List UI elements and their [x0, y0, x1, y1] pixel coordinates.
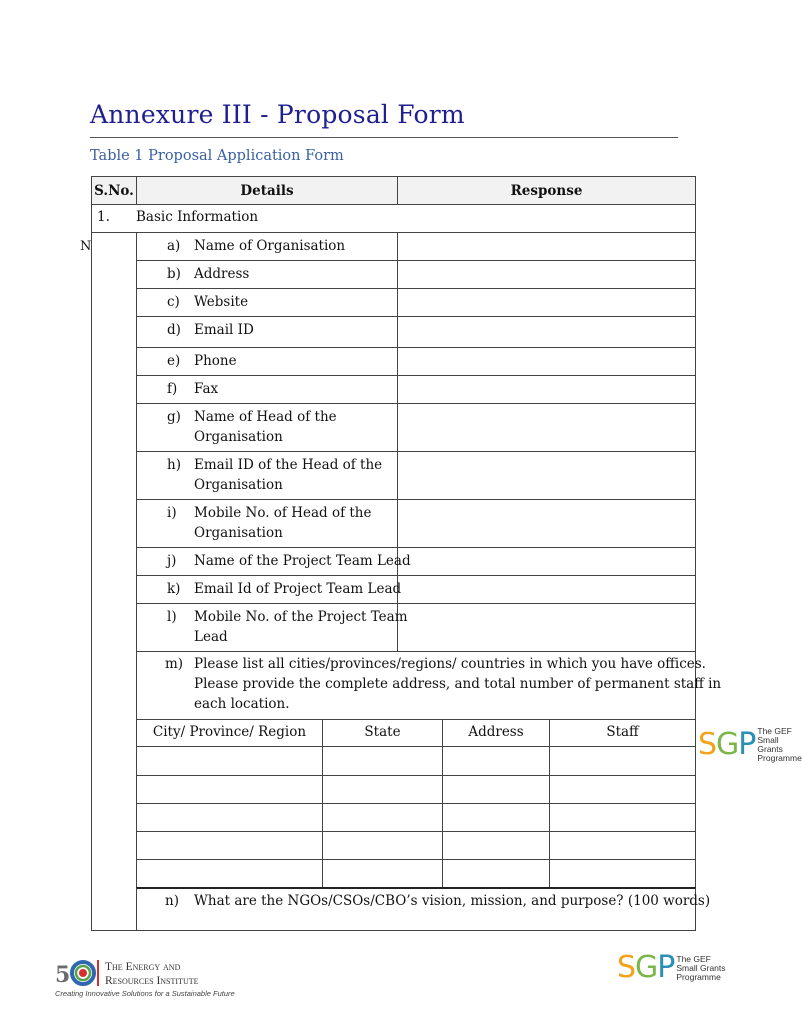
item-letter: g) [167, 409, 181, 425]
response-cell [397, 375, 696, 404]
item-label: Email Id of Project Team Lead [194, 581, 402, 597]
offices-empty-cell [442, 803, 550, 832]
response-cell [397, 232, 696, 261]
item-letter: e) [167, 353, 181, 369]
offices-empty-cell [136, 746, 323, 776]
header-details: Details [136, 176, 398, 205]
offices-empty-cell [322, 775, 443, 804]
response-cell [397, 547, 696, 576]
item-label: Email ID of the Head of the [194, 457, 383, 473]
teri-name-line2: Resources Institute [105, 975, 199, 987]
sgp-line1: The GEF [757, 726, 792, 736]
response-cell [397, 499, 696, 548]
response-cell [397, 575, 696, 604]
offices-empty-cell [322, 803, 443, 832]
offices-empty-cell [549, 746, 696, 776]
offices-header-label: Address [468, 724, 524, 740]
item-letter: h) [167, 457, 181, 473]
section-number: 1. [97, 209, 110, 225]
item-n-text: What are the NGOs/CSOs/CBO’s vision, mission, and purpose? (100 words) [194, 893, 711, 909]
offices-empty-cell [442, 775, 550, 804]
offices-empty-cell [136, 859, 323, 888]
item-letter: b) [167, 266, 181, 282]
offices-empty-cell [442, 746, 550, 776]
item-label: Organisation [194, 525, 283, 541]
item-label: Organisation [194, 429, 283, 445]
response-cell [397, 347, 696, 376]
offices-empty-cell [549, 831, 696, 860]
item-label: Name of Head of the [194, 409, 337, 425]
item-n-letter: n) [165, 893, 179, 909]
offices-header-label: Staff [606, 724, 639, 740]
offices-empty-cell [322, 859, 443, 888]
offices-empty-cell [549, 803, 696, 832]
sgp-letter-g: G [635, 950, 658, 985]
offices-empty-cell [136, 775, 323, 804]
sgp-logo-footer [617, 950, 726, 985]
sgp-line1: The GEF [676, 953, 711, 964]
item-m-line: Please list all cities/provinces/regions/ countries in which you have offices. [194, 656, 706, 672]
teri-50-emblem-icon [55, 958, 103, 988]
sgp-line3: Programme [757, 753, 802, 763]
response-cell [397, 603, 696, 652]
item-label: Website [194, 294, 249, 310]
teri-tagline: Creating Innovative Solutions for a Sustainable Future [55, 989, 235, 998]
offices-empty-cell [136, 831, 323, 860]
sgp-line3: Programme [676, 971, 721, 982]
sgp-line2: Small Grants [757, 735, 783, 754]
offices-empty-cell [442, 859, 550, 888]
sgp-letter-p: P [738, 727, 756, 762]
offices-empty-cell [442, 831, 550, 860]
item-letter: c) [167, 294, 180, 310]
item-letter: i) [167, 505, 177, 521]
response-cell [397, 316, 696, 348]
item-label: Email ID [194, 322, 254, 338]
section-title: Basic Information [136, 209, 259, 225]
item-m-line: Please provide the complete address, and total number of permanent staff in [194, 676, 722, 692]
item-label: Phone [194, 353, 237, 369]
header-response: Response [397, 176, 696, 205]
item-label: Mobile No. of Head of the [194, 505, 372, 521]
sgp-letter-g: G [716, 727, 739, 762]
stray-mark: N [80, 239, 92, 254]
sgp-letter-p: P [657, 950, 675, 985]
document-title: Annexure III - Proposal Form [90, 100, 465, 129]
response-cell [397, 260, 696, 289]
svg-text:5: 5 [55, 962, 71, 988]
item-letter: a) [167, 238, 181, 254]
offices-header-label: State [364, 724, 401, 740]
title-underline [90, 137, 678, 138]
item-label: Name of Organisation [194, 238, 346, 254]
response-cell [397, 288, 696, 317]
sgp-line2: Small Grants [676, 962, 726, 973]
item-label: Address [194, 266, 250, 282]
offices-empty-cell [549, 775, 696, 804]
teri-name-line1: The Energy and [105, 961, 181, 973]
offices-empty-cell [549, 859, 696, 888]
item-label: Lead [194, 629, 228, 645]
sno-column [91, 232, 137, 931]
item-label: Name of the Project Team Lead [194, 553, 411, 569]
item-letter: k) [167, 581, 181, 597]
item-letter: j) [167, 553, 177, 569]
offices-empty-cell [136, 803, 323, 832]
response-cell [397, 451, 696, 500]
item-letter: f) [167, 381, 178, 397]
item-label: Mobile No. of the Project Team [194, 609, 408, 625]
item-label: Fax [194, 381, 219, 397]
sgp-letter-s: S [698, 727, 717, 762]
item-label: Organisation [194, 477, 283, 493]
header-sno: S.No. [91, 176, 137, 205]
teri-logo [55, 958, 235, 1002]
item-m-letter: m) [165, 656, 184, 672]
sgp-logo-side [698, 727, 802, 763]
response-cell [397, 403, 696, 452]
sgp-letter-s: S [617, 950, 636, 985]
item-letter: l) [167, 609, 177, 625]
offices-empty-cell [322, 746, 443, 776]
offices-empty-cell [322, 831, 443, 860]
item-m-line: each location. [194, 696, 290, 712]
table-caption: Table 1 Proposal Application Form [90, 148, 344, 164]
item-letter: d) [167, 322, 181, 338]
offices-header-label: City/ Province/ Region [152, 724, 307, 740]
